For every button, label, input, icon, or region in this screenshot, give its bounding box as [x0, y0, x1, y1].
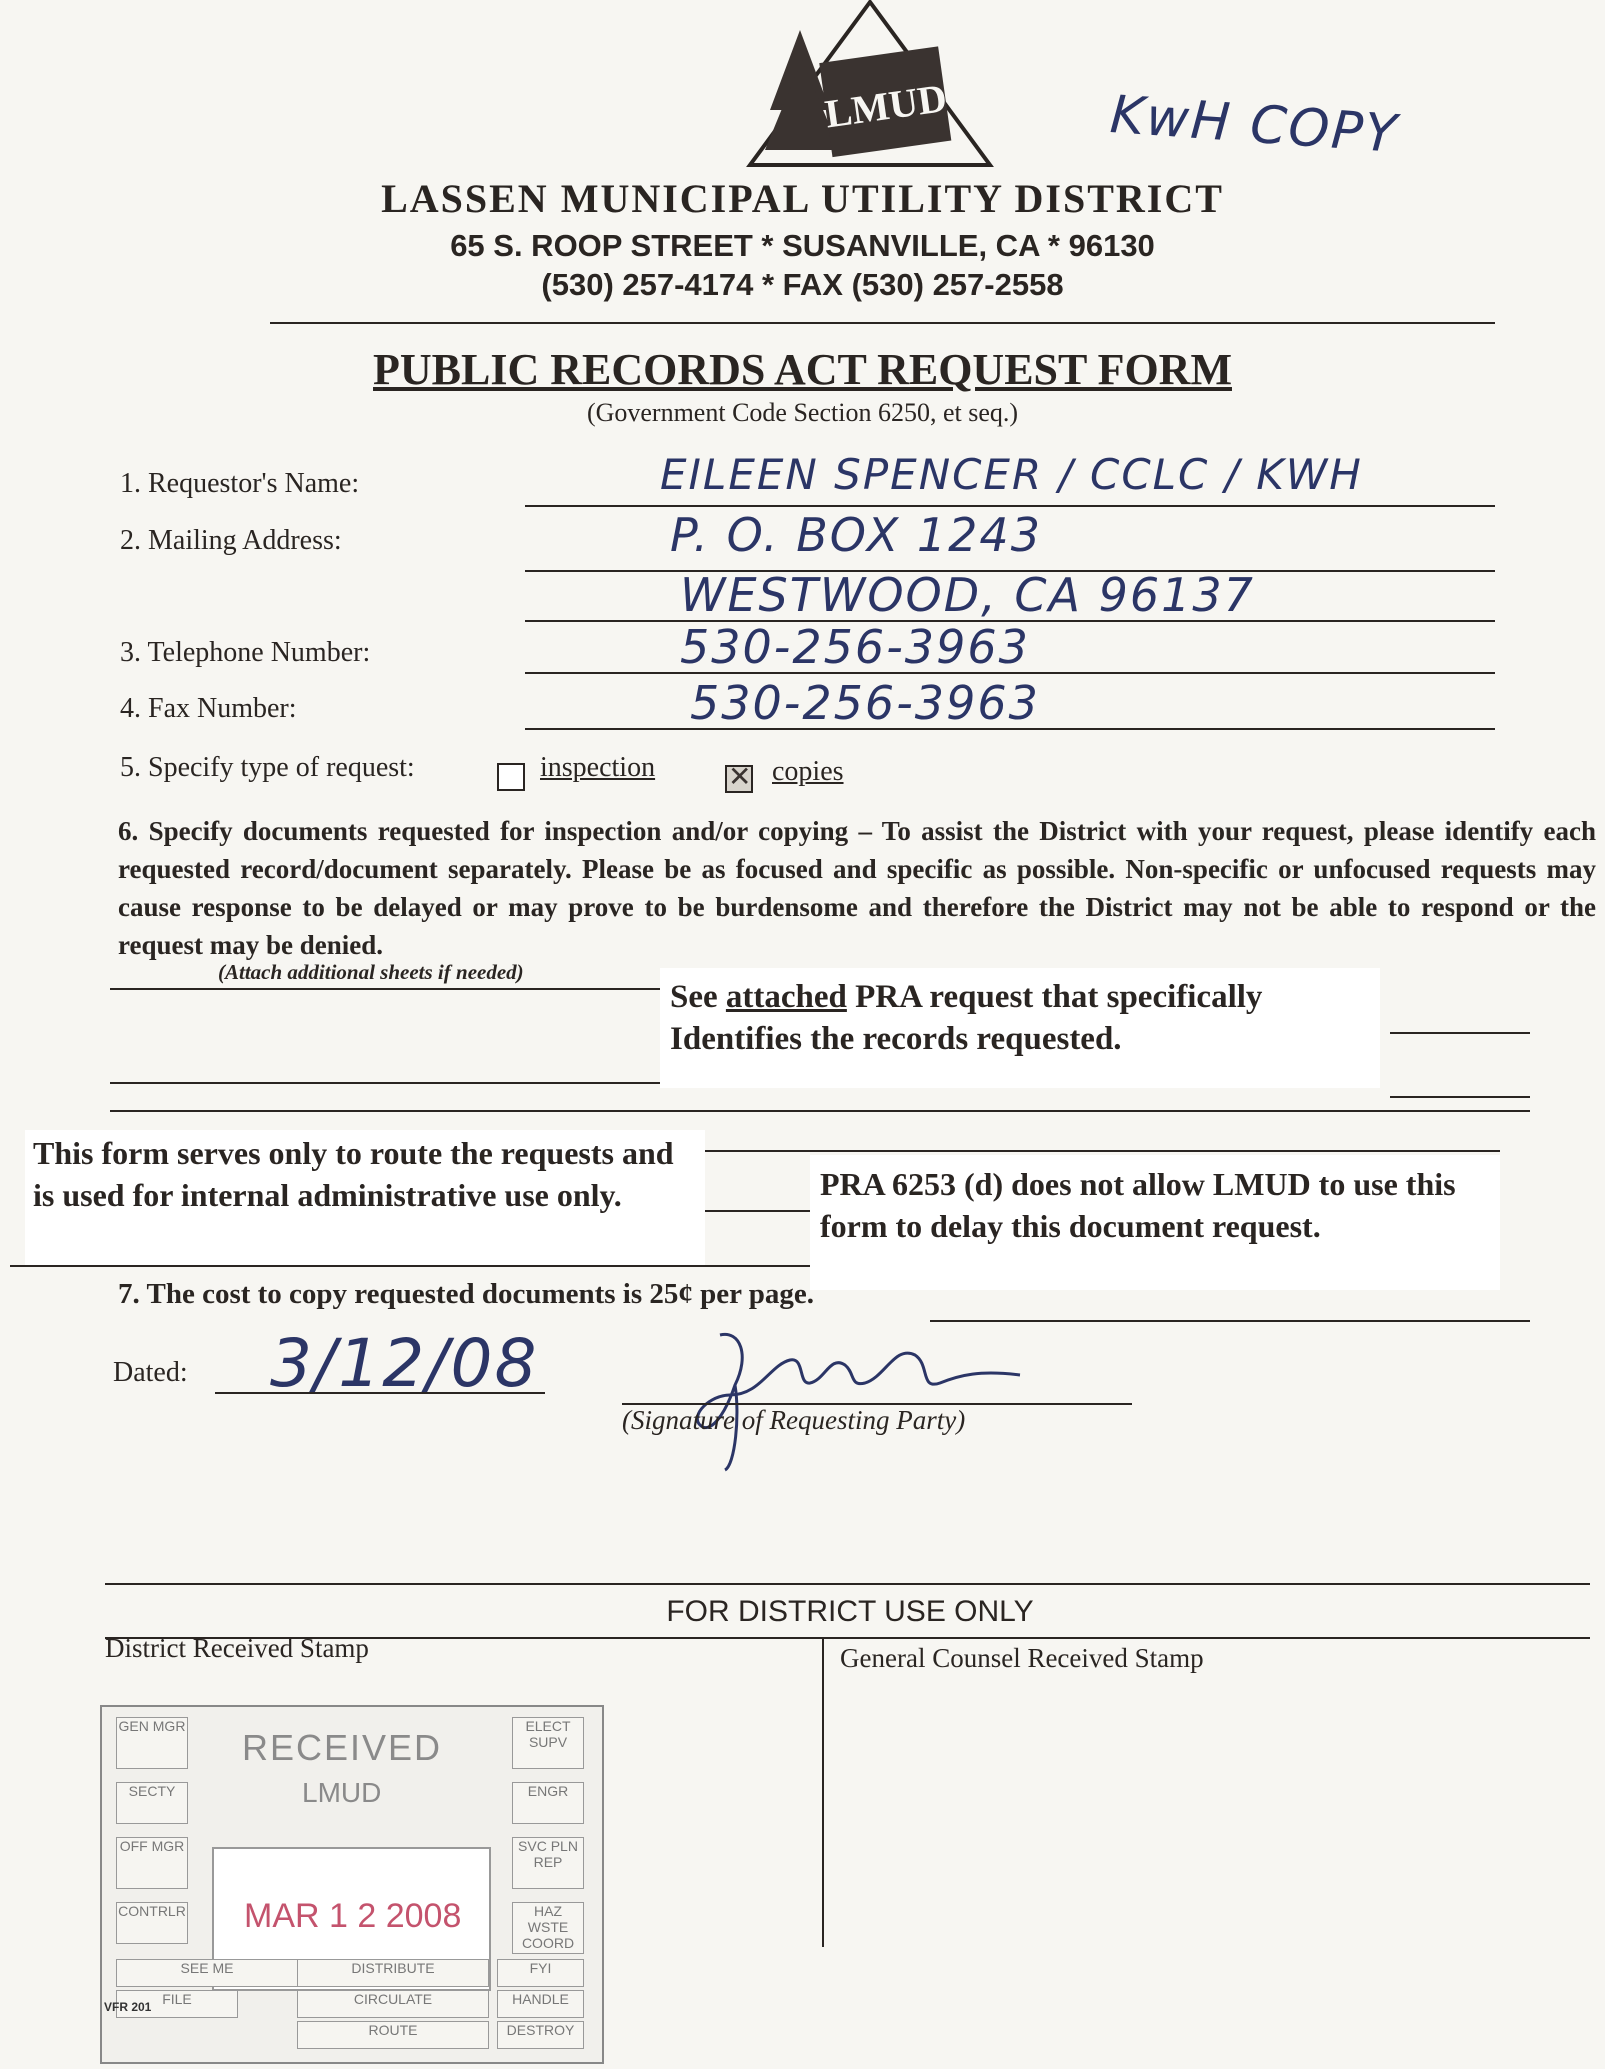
stamp-form-number: VFR 201 [104, 2000, 152, 2014]
district-use-divider [822, 1637, 824, 1947]
stamp-cell-left-3: CONTRLR [116, 1902, 188, 1944]
stamp-received-text: RECEIVED [242, 1727, 443, 1768]
signature-caption: (Signature of Requesting Party) [622, 1405, 966, 1435]
fax-rule [525, 728, 1495, 730]
attached-request-note-line2: Identifies the records requested. [670, 1021, 1122, 1057]
inspection-option-label: inspection [540, 752, 656, 783]
received-stamp [100, 1705, 604, 2064]
stamp-cell-right-3: HAZ WSTE COORD [512, 1902, 584, 1954]
stamp-cell-right-1: ENGR [512, 1782, 584, 1824]
copy-cost-rule [930, 1320, 1530, 1322]
stamp-cell-right-0: ELECT SUPV [512, 1717, 584, 1769]
requestor-name-line [525, 505, 1495, 507]
documents-instructions: 6. Specify documents requested for inspection and/or copying – To assist the District with your request, please identify each requested record/document separately. Please be as focused and specific as possible. Non-specific or unfocused requests may cause response to be delayed or may prove to be burdensome and therefore the District may not be able to respond or the request may be denied. [118, 816, 1596, 960]
documents-rule-5 [110, 1110, 1530, 1112]
telephone-label: 3. Telephone Number: [120, 637, 371, 668]
stamp-bottom-right-0: FYI [497, 1959, 584, 1987]
mailing-address-label: 2. Mailing Address: [120, 525, 342, 556]
mailing-address-line2[interactable]: WESTWOOD, CA 96137 [680, 568, 1255, 622]
route-only-note: This form serves only to route the requests and is used for internal administrative use only. [25, 1130, 705, 1265]
header-rule [270, 322, 1495, 324]
attached-request-note [660, 968, 1380, 1088]
district-stamp-label: District Received Stamp [105, 1633, 369, 1663]
pra-note: PRA 6253 (d) does not allow LMUD to use this form to delay this document request. [810, 1155, 1500, 1290]
lmud-logo [730, 0, 1010, 170]
district-use-title: FOR DISTRICT USE ONLY [666, 1595, 1034, 1628]
stamp-cell-left-2: OFF MGR [116, 1837, 188, 1889]
requestor-name-label: 1. Requestor's Name: [120, 468, 360, 499]
form-title: PUBLIC RECORDS ACT REQUEST FORM [373, 345, 1232, 394]
request-type-label: 5. Specify type of request: [120, 752, 415, 783]
copy-annotation: KwH COPY [1108, 85, 1401, 165]
attached-request-note-line1: See attached PRA request that specifically [670, 979, 1263, 1015]
stamp-bottom-left-1: FILE [116, 1990, 238, 2018]
dated-label: Dated: [113, 1357, 188, 1388]
telephone-value[interactable]: 530-256-3963 [680, 620, 1030, 674]
stamp-bottom-mid-1: CIRCULATE [297, 1990, 489, 2018]
documents-rule-6 [700, 1150, 1500, 1152]
form-subtitle: (Government Code Section 6250, et seq.) [586, 398, 1019, 427]
fax-value[interactable]: 530-256-3963 [690, 676, 1040, 730]
stamp-date: MAR 1 2 2008 [244, 1897, 462, 1935]
org-phone: (530) 257-4174 * FAX (530) 257-2558 [541, 267, 1064, 302]
copy-cost-note: 7. The cost to copy requested documents is 25¢ per page. [118, 1278, 814, 1310]
documents-rule-1 [110, 988, 670, 990]
stamp-bottom-mid-2: ROUTE [297, 2021, 489, 2049]
stamp-cell-right-2: SVC PLN REP [512, 1837, 584, 1889]
signature[interactable] [680, 1325, 1050, 1475]
counsel-stamp-label: General Counsel Received Stamp [840, 1643, 1204, 1673]
documents-rule-3 [110, 1082, 670, 1084]
inspection-checkbox[interactable] [497, 763, 525, 791]
dated-value[interactable]: 3/12/08 [270, 1325, 539, 1402]
mailing-address-line1[interactable]: P. O. BOX 1243 [670, 508, 1042, 562]
stamp-cell-left-0: GEN MGR [116, 1717, 188, 1769]
stamp-bottom-left-0: SEE ME [116, 1959, 298, 1987]
stamp-org-text: LMUD [302, 1777, 382, 1808]
svg-text:LMUD: LMUD [822, 74, 950, 137]
copies-option-label: copies [772, 756, 844, 787]
telephone-rule [525, 672, 1495, 674]
documents-rule-4 [1390, 1096, 1530, 1098]
org-address: 65 S. ROOP STREET * SUSANVILLE, CA * 96130 [450, 228, 1155, 263]
attach-sheets-note: (Attach additional sheets if needed) [218, 960, 524, 984]
org-name: LASSEN MUNICIPAL UTILITY DISTRICT [381, 176, 1224, 221]
requestor-name-value[interactable]: EILEEN SPENCER / CCLC / KWH [660, 450, 1363, 499]
fax-label: 4. Fax Number: [120, 693, 297, 724]
stamp-bottom-right-2: DESTROY [497, 2021, 584, 2049]
documents-rule-2 [1390, 1032, 1530, 1034]
copies-checkbox[interactable] [725, 765, 753, 793]
stamp-cell-left-1: SECTY [116, 1782, 188, 1824]
dated-rule [215, 1392, 545, 1394]
stamp-bottom-mid-0: DISTRIBUTE [297, 1959, 489, 1987]
district-use-top-rule [105, 1583, 1590, 1585]
stamp-bottom-right-1: HANDLE [497, 1990, 584, 2018]
